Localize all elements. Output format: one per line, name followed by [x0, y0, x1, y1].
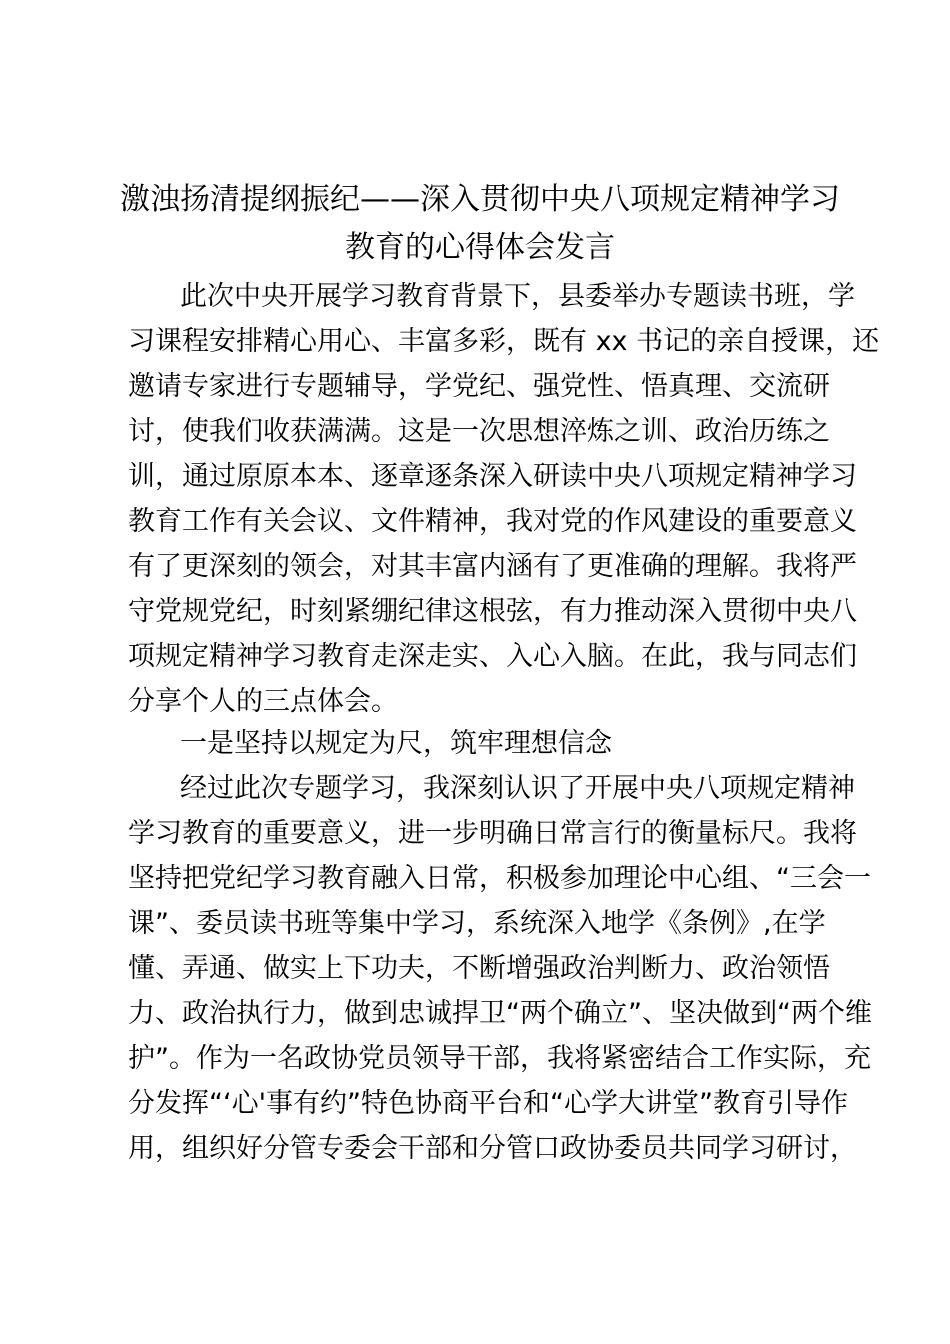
paragraph-line: 习课程安排精心用心、丰富多彩，既有 xx 书记的亲自授课，还 [128, 326, 880, 357]
paragraph-line: 分享个人的三点体会。 [128, 686, 398, 717]
document-title [120, 176, 840, 272]
section-heading: 一是坚持以规定为尺，筑牢理想信念 [180, 728, 612, 759]
title-line-2: 教育的心得体会发言 [345, 230, 615, 265]
paragraph-line: 有了更深刻的领会，对其丰富内涵有了更准确的理解。我将严 [128, 551, 857, 582]
paragraph-line: 分发挥“‘心'事有约”特色协商平台和“心学大讲堂”教育引导作 [128, 1088, 848, 1119]
paragraph-line: 护”。作为一名政协党员领导干部，我将紧密结合工作实际，充 [128, 1043, 871, 1074]
paragraph-line: 此次中央开展学习教育背景下，县委举办专题读书班，学 [180, 281, 855, 312]
paragraph-line: 坚持把党纪学习教育融入日常，积极参加理论中心组、“三会一 [128, 863, 871, 894]
paragraph-line: 邀请专家进行专题辅导，学党纪、强党性、悟真理、交流研 [128, 371, 830, 402]
paragraph-line: 教育工作有关会议、文件精神，我对党的作风建设的重要意义 [128, 506, 857, 537]
paragraph-line: 项规定精神学习教育走深走实、入心入脑。在此，我与同志们 [128, 641, 857, 672]
paragraph-line: 课”、委员读书班等集中学习，系统深入地学《条例》,在学 [128, 908, 826, 939]
paragraph-line: 用，组织好分管专委会干部和分管口政协委员共同学习研讨， [128, 1133, 857, 1164]
paragraph-line: 懂、弄通、做实上下功夫，不断增强政治判断力、政治领悟 [128, 953, 830, 984]
title-line-1: 激浊扬清提纲振纪——深入贯彻中央八项规定精神学习 [120, 182, 840, 217]
paragraph-line: 讨，使我们收获满满。这是一次思想淬炼之训、政治历练之 [128, 416, 830, 447]
paragraph-line: 守党规党纪，时刻紧绷纪律这根弦，有力推动深入贯彻中央八 [128, 596, 857, 627]
paragraph-line: 学习教育的重要意义，进一步明确日常言行的衡量标尺。我将 [128, 818, 857, 849]
paragraph-line: 力、政治执行力，做到忠诚捍卫“两个确立”、坚决做到“两个维 [128, 998, 872, 1029]
paragraph-line: 训，通过原原本本、逐章逐条深入研读中央八项规定精神学习 [128, 461, 857, 492]
paragraph-line: 经过此次专题学习，我深刻认识了开展中央八项规定精神 [180, 773, 855, 804]
